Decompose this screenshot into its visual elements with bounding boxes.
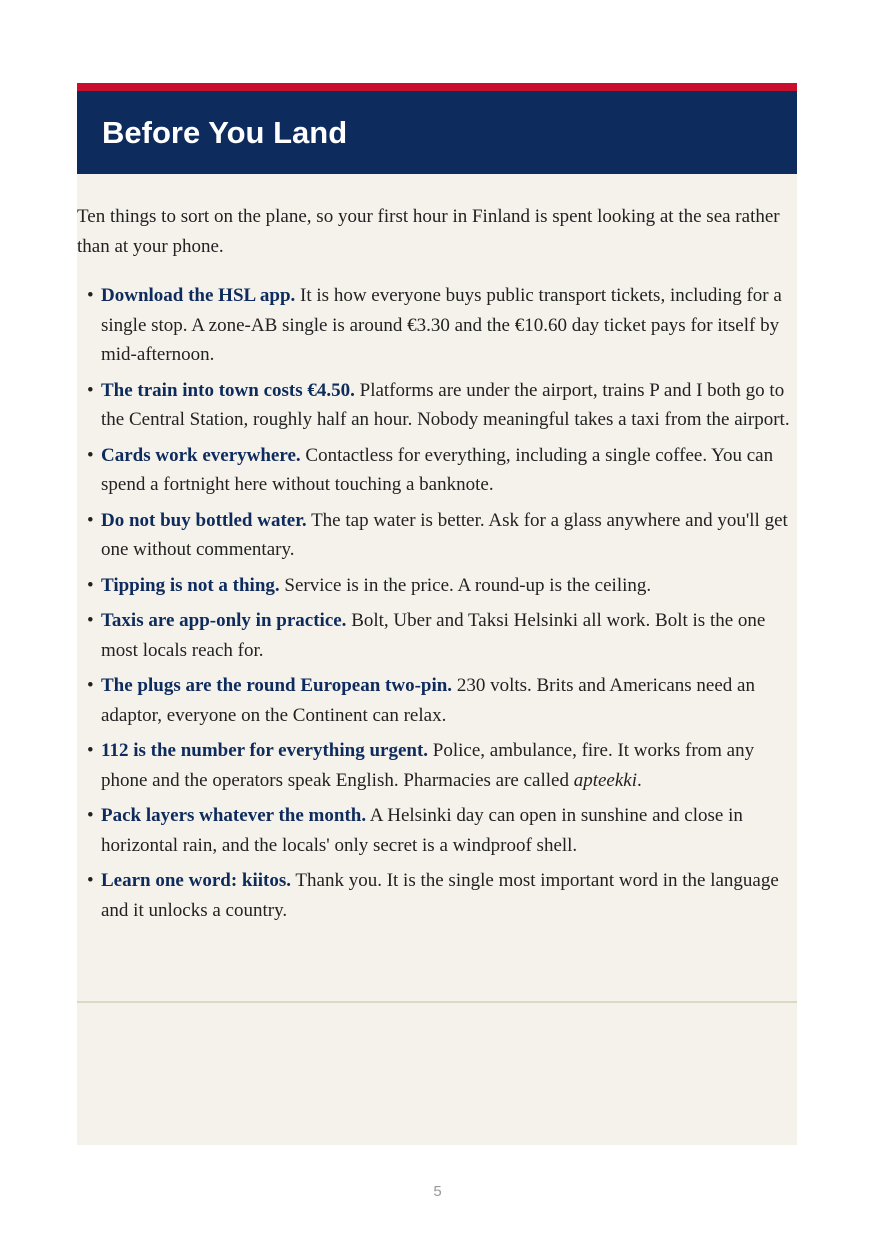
bullet: • xyxy=(87,379,94,401)
list-item xyxy=(77,281,797,370)
tips-list xyxy=(77,281,797,931)
tip-lead: Do not buy bottled water. xyxy=(101,509,307,531)
tip-text: Bolt, Uber and Taksi Helsinki all work. Bolt is the one most locals reach for. xyxy=(101,610,766,661)
intro-paragraph: Ten things to sort on the plane, so your first hour in Finland is spent looking at the sea rather than at your phone. xyxy=(77,206,780,257)
section-header xyxy=(77,91,797,174)
accent-stripe xyxy=(77,83,797,91)
divider xyxy=(77,1001,797,1003)
tip-lead: Tipping is not a thing. xyxy=(101,574,280,596)
bullet: • xyxy=(87,574,94,596)
content-panel xyxy=(77,83,797,1145)
list-item xyxy=(77,376,797,435)
list-item xyxy=(77,506,797,565)
page-title: Before You Land xyxy=(102,115,348,150)
tip-text: Police, ambulance, fire. It works from any phone and the operators speak English. Pharmacies are called xyxy=(101,740,755,791)
tip-text: It is how everyone buys public transport tickets, including for a single stop. A zone-AB single is around €3.30 and the €10.60 day ticket pays for itself by mid-afternoon. xyxy=(101,285,782,365)
tip-lead: The plugs are the round European two-pin. xyxy=(101,675,453,696)
tip-lead: Download the HSL app. xyxy=(101,285,296,306)
bullet: • xyxy=(87,610,94,631)
tip-italic: apteekki xyxy=(573,769,638,791)
tip-text: Thank you. It is the single most important word in the language and it unlocks a country. xyxy=(101,870,779,921)
bullet: • xyxy=(87,285,94,306)
tip-text: Platforms are under the airport, trains P and I both go to the Central Station, roughly half an hour. Nobody meaningful takes a taxi from the airport. xyxy=(101,379,790,430)
tip-lead: Taxis are app-only in practice. xyxy=(101,610,347,631)
list-item xyxy=(77,441,797,500)
bullet: • xyxy=(87,675,94,696)
tip-lead: The train into town costs €4.50. xyxy=(101,379,355,401)
tip-lead: Cards work everywhere. xyxy=(101,444,301,466)
bullet: • xyxy=(87,805,94,826)
bullet: • xyxy=(87,740,94,761)
list-item xyxy=(77,866,797,925)
tip-text: Service is in the price. A round-up is the ceiling. xyxy=(279,574,652,596)
list-item xyxy=(77,571,797,601)
tip-tail: . xyxy=(637,769,642,791)
tip-text: Contactless for everything, including a single coffee. You can spend a fortnight here without touching a banknote. xyxy=(101,444,774,495)
tip-lead: Learn one word: kiitos. xyxy=(101,870,291,891)
page-number: 5 xyxy=(433,1183,442,1200)
tip-text: A Helsinki day can open in sunshine and close in horizontal rain, and the locals' only secret is a windproof shell. xyxy=(101,805,743,856)
tip-text: 230 volts. Brits and Americans need an adaptor, everyone on the Continent can relax. xyxy=(101,675,755,726)
tip-text: The tap water is better. Ask for a glass anywhere and you'll get one without commentary. xyxy=(101,509,788,560)
bullet: • xyxy=(87,509,94,531)
tip-lead: Pack layers whatever the month. xyxy=(101,805,367,826)
list-item xyxy=(77,671,797,730)
bullet: • xyxy=(87,444,94,466)
list-item xyxy=(77,801,797,860)
list-item xyxy=(77,736,797,795)
list-item xyxy=(77,606,797,665)
tip-lead: 112 is the number for everything urgent. xyxy=(101,740,429,761)
bullet: • xyxy=(87,870,94,891)
